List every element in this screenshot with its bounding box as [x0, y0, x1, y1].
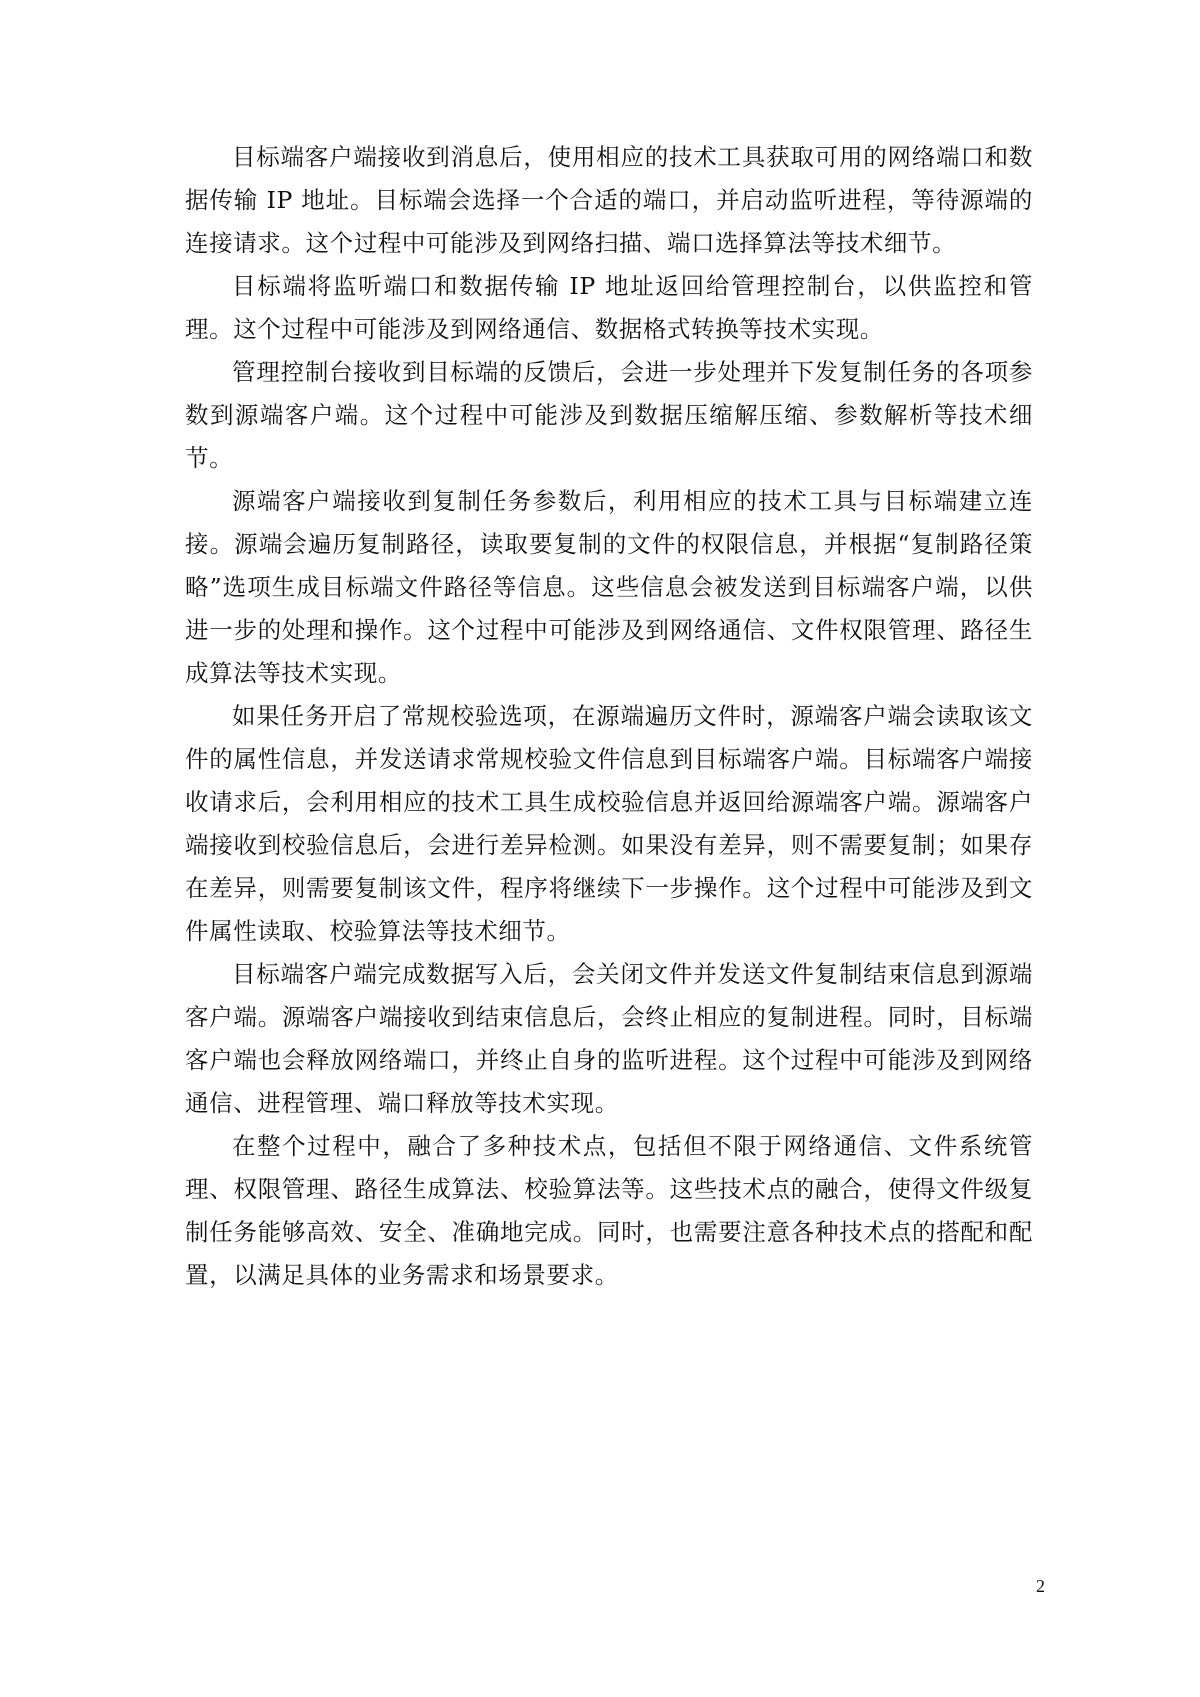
paragraph-source-connection: 源端客户端接收到复制任务参数后，利用相应的技术工具与目标端建立连接。源端会遍历复制路径，读取要复制的文件的权限信息，并根据“复制路径策略”选项生成目标端文件路径等信息。这些信息会被发送到目标端客户端，以供进一步的处理和操作。这个过程中可能涉及到网络通信、文件权限管理、路径生成算法等技术实现。 [185, 487, 1033, 687]
paragraph-return-to-console: 目标端将监听端口和数据传输 IP 地址返回给管理控制台，以供监控和管理。这个过程中可能涉及到网络通信、数据格式转换等技术实现。 [185, 272, 1033, 343]
document-body [185, 136, 1033, 1297]
paragraph-target-port-selection: 目标端客户端接收到消息后，使用相应的技术工具获取可用的网络端口和数据传输 IP 地址。目标端会选择一个合适的端口，并启动监听进程，等待源端的连接请求。这个过程中可能涉及到网络扫描、端口选择算法等技术细节。 [185, 143, 1033, 257]
paragraph-copy-completion: 目标端客户端完成数据写入后，会关闭文件并发送文件复制结束信息到源端客户端。源端客户端接收到结束信息后，会终止相应的复制进程。同时，目标端客户端也会释放网络端口，并终止自身的监听进程。这个过程中可能涉及到网络通信、进程管理、端口释放等技术实现。 [185, 960, 1033, 1117]
paragraph-regular-verification: 如果任务开启了常规校验选项，在源端遍历文件时，源端客户端会读取该文件的属性信息，并发送请求常规校验文件信息到目标端客户端。目标端客户端接收请求后，会利用相应的技术工具生成校验信息并返回给源端客户端。源端客户端接收到校验信息后，会进行差异检测。如果没有差异，则不需要复制；如果存在差异，则需要复制该文件，程序将继续下一步操作。这个过程中可能涉及到文件属性读取、校验算法等技术细节。 [185, 702, 1033, 945]
paragraph-summary: 在整个过程中，融合了多种技术点，包括但不限于网络通信、文件系统管理、权限管理、路径生成算法、校验算法等。这些技术点的融合，使得文件级复制任务能够高效、安全、准确地完成。同时，也需要注意各种技术点的搭配和配置，以满足具体的业务需求和场景要求。 [185, 1132, 1033, 1289]
paragraph-console-dispatch: 管理控制台接收到目标端的反馈后，会进一步处理并下发复制任务的各项参数到源端客户端。这个过程中可能涉及到数据压缩解压缩、参数解析等技术细节。 [185, 358, 1033, 472]
page-number: 2 [1036, 1576, 1045, 1596]
